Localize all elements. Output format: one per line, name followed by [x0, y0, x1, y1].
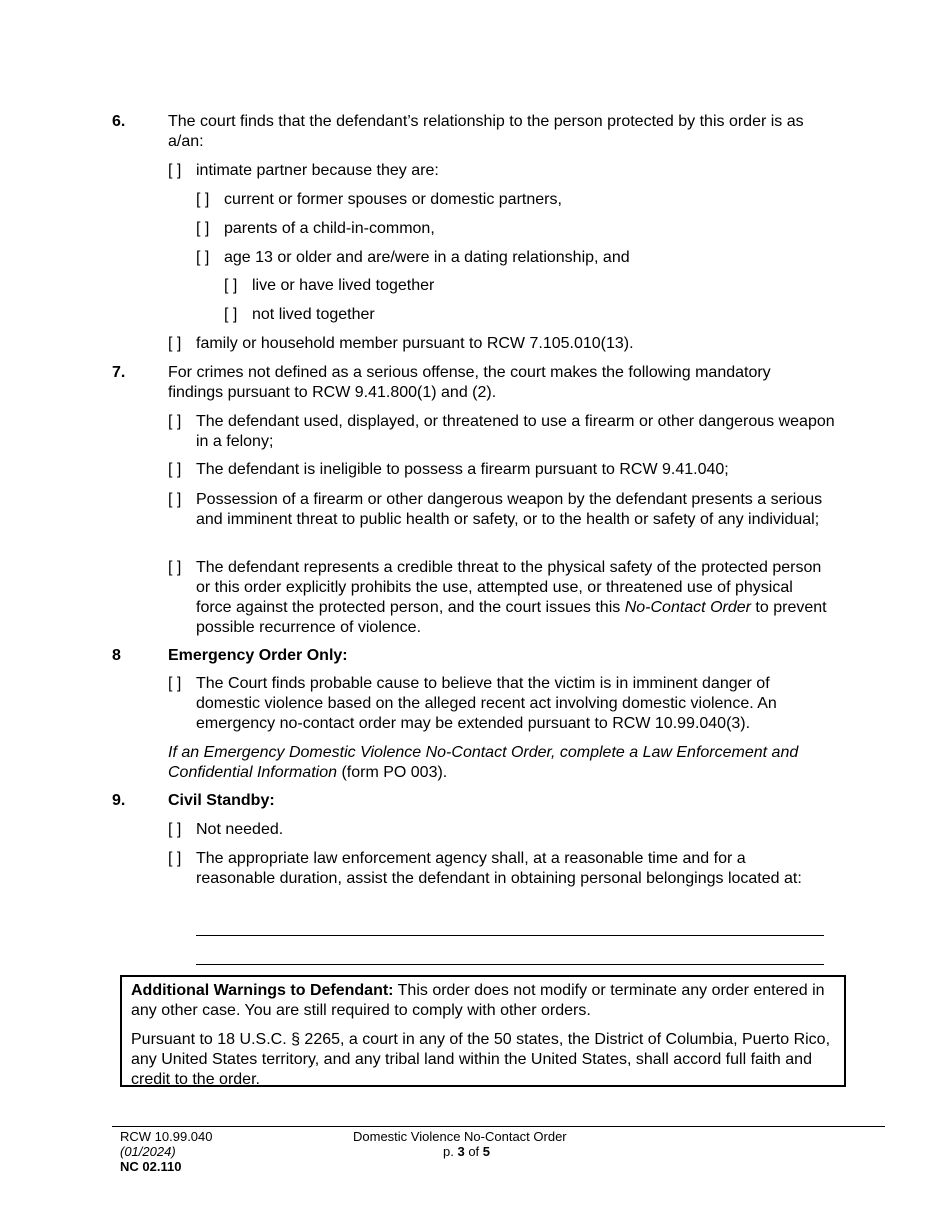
section-7-number: 7. [112, 364, 126, 381]
footer-page-of: of [468, 1144, 480, 1159]
footer-page-current: 3 [457, 1144, 465, 1159]
warnings-heading: Additional Warnings to Defendant: [131, 982, 394, 999]
option-probable-cause: The Court finds probable cause to believe that the victim is in imminent danger of domestic violence based on the alleged recent act involving domestic violence. An emergency no-contact order may be extended pursuant to RCW 10.99.040(3). [196, 675, 777, 732]
footer-page-total: 5 [482, 1144, 491, 1159]
checkbox-spouses[interactable]: [ ] [196, 191, 210, 208]
option-parents: parents of a child-in-common, [224, 220, 435, 237]
option-intimate-partner: intimate partner because they are: [196, 162, 439, 179]
footer-page-prefix: p. [443, 1144, 454, 1159]
option-firearm-felony: The defendant used, displayed, or threatened to use a firearm or other dangerous weapon in a felony; [196, 413, 835, 450]
checkbox-not-needed[interactable]: [ ] [168, 821, 182, 838]
option-agency-assist: The appropriate law enforcement agency shall, at a reasonable time and for a reasonable duration, assist the defendant in obtaining personal belongings located at: [196, 850, 802, 887]
checkbox-not-lived-together[interactable]: [ ] [224, 306, 238, 323]
checkbox-probable-cause[interactable]: [ ] [168, 675, 182, 692]
footer-date: (01/2024) [120, 1144, 176, 1159]
checkbox-possession-threat[interactable]: [ ] [168, 491, 182, 508]
warnings-paragraph-2: Pursuant to 18 U.S.C. § 2265, a court in any of the 50 states, the District of Columbia, Puerto Rico, any United States territory, and any tribal land within the United States, shall accord full faith and credit to the order. [131, 1031, 831, 1088]
checkbox-ineligible[interactable]: [ ] [168, 461, 182, 478]
checkbox-parents[interactable]: [ ] [196, 220, 210, 237]
warnings-box [120, 975, 846, 1087]
checkbox-family-household[interactable]: [ ] [168, 335, 182, 352]
section-8-heading: Emergency Order Only: [168, 647, 348, 664]
option-not-lived-together: not lived together [252, 306, 375, 323]
location-blank-line-1[interactable] [196, 935, 824, 936]
emergency-note-italic: If an Emergency Domestic Violence No-Contact Order, complete a Law Enforcement and Confidential Information [168, 744, 799, 781]
section-9-number: 9. [112, 792, 126, 809]
no-contact-order-italic: No-Contact Order [624, 599, 751, 616]
credible-threat-text: The defendant represents a credible threat to the physical safety of the protected person or this order explicitly prohibits the use, attempted use, or threatened use of physical force against the protected person, and the court issues this [196, 559, 822, 616]
option-spouses: current or former spouses or domestic partners, [224, 191, 562, 208]
checkbox-agency-assist[interactable]: [ ] [168, 850, 182, 867]
checkbox-intimate-partner[interactable]: [ ] [168, 162, 182, 179]
option-family-household: family or household member pursuant to RCW 7.105.010(13). [196, 335, 634, 352]
emergency-note [168, 743, 818, 783]
footer-title: Domestic Violence No-Contact Order [353, 1129, 567, 1144]
section-6-intro: The court finds that the defendant’s relationship to the person protected by this order is as a/an: [168, 113, 804, 150]
footer-rule [112, 1126, 885, 1127]
footer-page [443, 1144, 490, 1159]
section-7-intro: For crimes not defined as a serious offense, the court makes the following mandatory findings pursuant to RCW 9.41.800(1) and (2). [168, 364, 771, 401]
warnings-paragraph-1 [131, 981, 831, 1021]
location-blank-line-2[interactable] [196, 964, 824, 965]
checkbox-dating[interactable]: [ ] [196, 249, 210, 266]
emergency-note-form: (form PO 003). [341, 764, 448, 781]
option-lived-together: live or have lived together [252, 277, 435, 294]
section-6-number: 6. [112, 113, 126, 130]
footer-rcw: RCW 10.99.040 [120, 1129, 213, 1144]
checkbox-credible-threat[interactable]: [ ] [168, 559, 182, 576]
section-8-number: 8 [112, 647, 121, 664]
option-ineligible: The defendant is ineligible to possess a firearm pursuant to RCW 9.41.040; [196, 461, 729, 478]
credible-threat-text-end: to prevent possible recurrence of violence. [196, 599, 827, 636]
option-not-needed: Not needed. [196, 821, 284, 838]
section-9-heading: Civil Standby: [168, 792, 275, 809]
warnings-p1-text: This order does not modify or terminate any order entered in any other case. You are still required to comply with other orders. [131, 982, 825, 1019]
option-credible-threat [196, 558, 828, 638]
option-possession-threat: Possession of a firearm or other dangerous weapon by the defendant presents a serious and imminent threat to public health or safety, or to the health or safety of any individual; [196, 491, 823, 528]
option-dating: age 13 or older and are/were in a dating relationship, and [224, 249, 630, 266]
checkbox-firearm-felony[interactable]: [ ] [168, 413, 182, 430]
footer-form-number: NC 02.110 [120, 1159, 182, 1174]
checkbox-lived-together[interactable]: [ ] [224, 277, 238, 294]
